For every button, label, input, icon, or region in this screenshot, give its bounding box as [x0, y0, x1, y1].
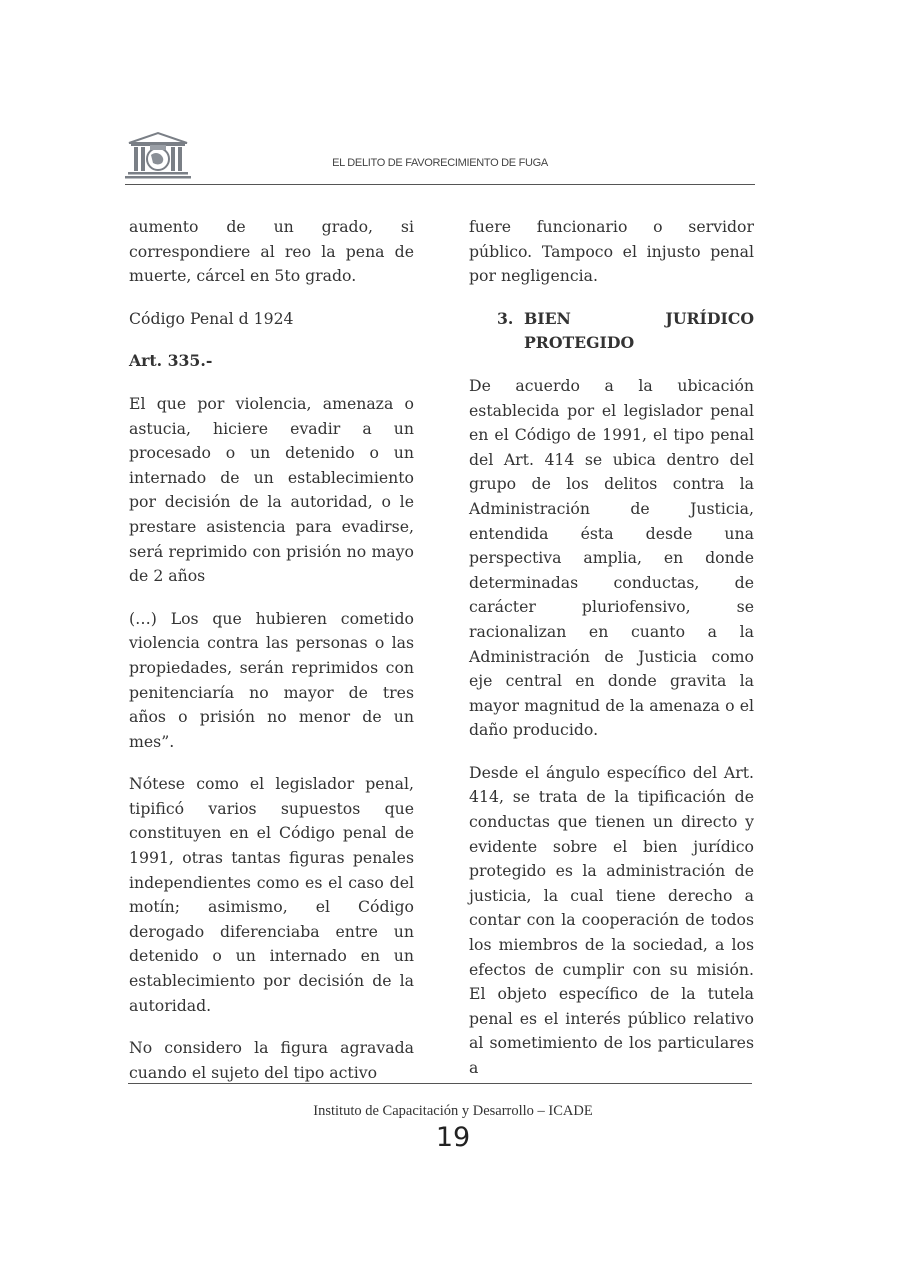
article-text: El que por violencia, amenaza o astucia, hiciere evadir a un procesado o un detenido o un internado de un establecimiento por decisión de la autoridad, o le prestare asistencia para evadirse, será reprimido con prisión no mayo de 2 años [129, 393, 414, 586]
section-heading [497, 307, 754, 356]
paragraph: No considero la figura agravada cuando el sujeto del tipo activo [129, 1038, 414, 1082]
section-title: BIEN JURÍDICO PROTEGIDO [524, 308, 754, 353]
paragraph: aumento de un grado, si correspondiere al reo la pena de muerte, cárcel en 5to grado. [129, 217, 414, 286]
paragraph: Nótese como el legislador penal, tipificó varios supuestos que constituyen en el Código penal de 1991, otras tantas figuras penales independientes como es el caso del motín; asimismo, el Código derogado diferenciaba entre un detenido o un internado en un establecimiento por decisión de la autoridad. [129, 774, 414, 1015]
paragraph: Desde el ángulo específico del Art. 414, se trata de la tipificación de conductas que tienen un directo y evidente sobre el bien jurídico protegido es la administración de justicia, la cual tiene derecho a contar con la cooperación de todos los miembros de la sociedad, a los efectos de cumplir con su misión. El objeto específico de la tutela penal es el interés público relativo al sometimiento de los particulares a [469, 762, 754, 1077]
paragraph: De acuerdo a la ubicación establecida por el legislador penal en el Código de 1991, el tipo penal del Art. 414 se ubica dentro del grupo de los delitos contra la Administración de Justicia, entendida ésta desde una perspectiva amplia, en donde determinadas conductas, de carácter pluriofensivo, se racionalizan en cuanto a la Administración de Justicia como eje central en donde gravita la mayor magnitud de la amenaza o el daño producido. [469, 375, 754, 740]
article-heading: Art. 335.- [129, 351, 213, 371]
left-column [129, 215, 414, 1085]
running-header-title: EL DELITO DE FAVORECIMIENTO DE FUGA [332, 157, 548, 169]
footer-institution: Instituto de Capacitación y Desarrollo – ICADE [313, 1103, 593, 1119]
paragraph: fuere funcionario o servidor público. Tampoco el injusto penal por negligencia. [469, 217, 754, 286]
page-number: 19 [435, 1122, 471, 1153]
institution-logo-icon [125, 130, 191, 180]
law-reference: Código Penal d 1924 [129, 308, 294, 328]
article-quote: (…) Los que hubieren cometido violencia contra las personas o las propiedades, serán reprimidos con penitenciaría no mayor de tres años o prisión no menor de un mes”. [129, 608, 414, 751]
right-column [469, 215, 754, 1081]
page-header [125, 130, 755, 185]
footer-divider [128, 1083, 752, 1084]
section-number: 3. [497, 308, 514, 328]
